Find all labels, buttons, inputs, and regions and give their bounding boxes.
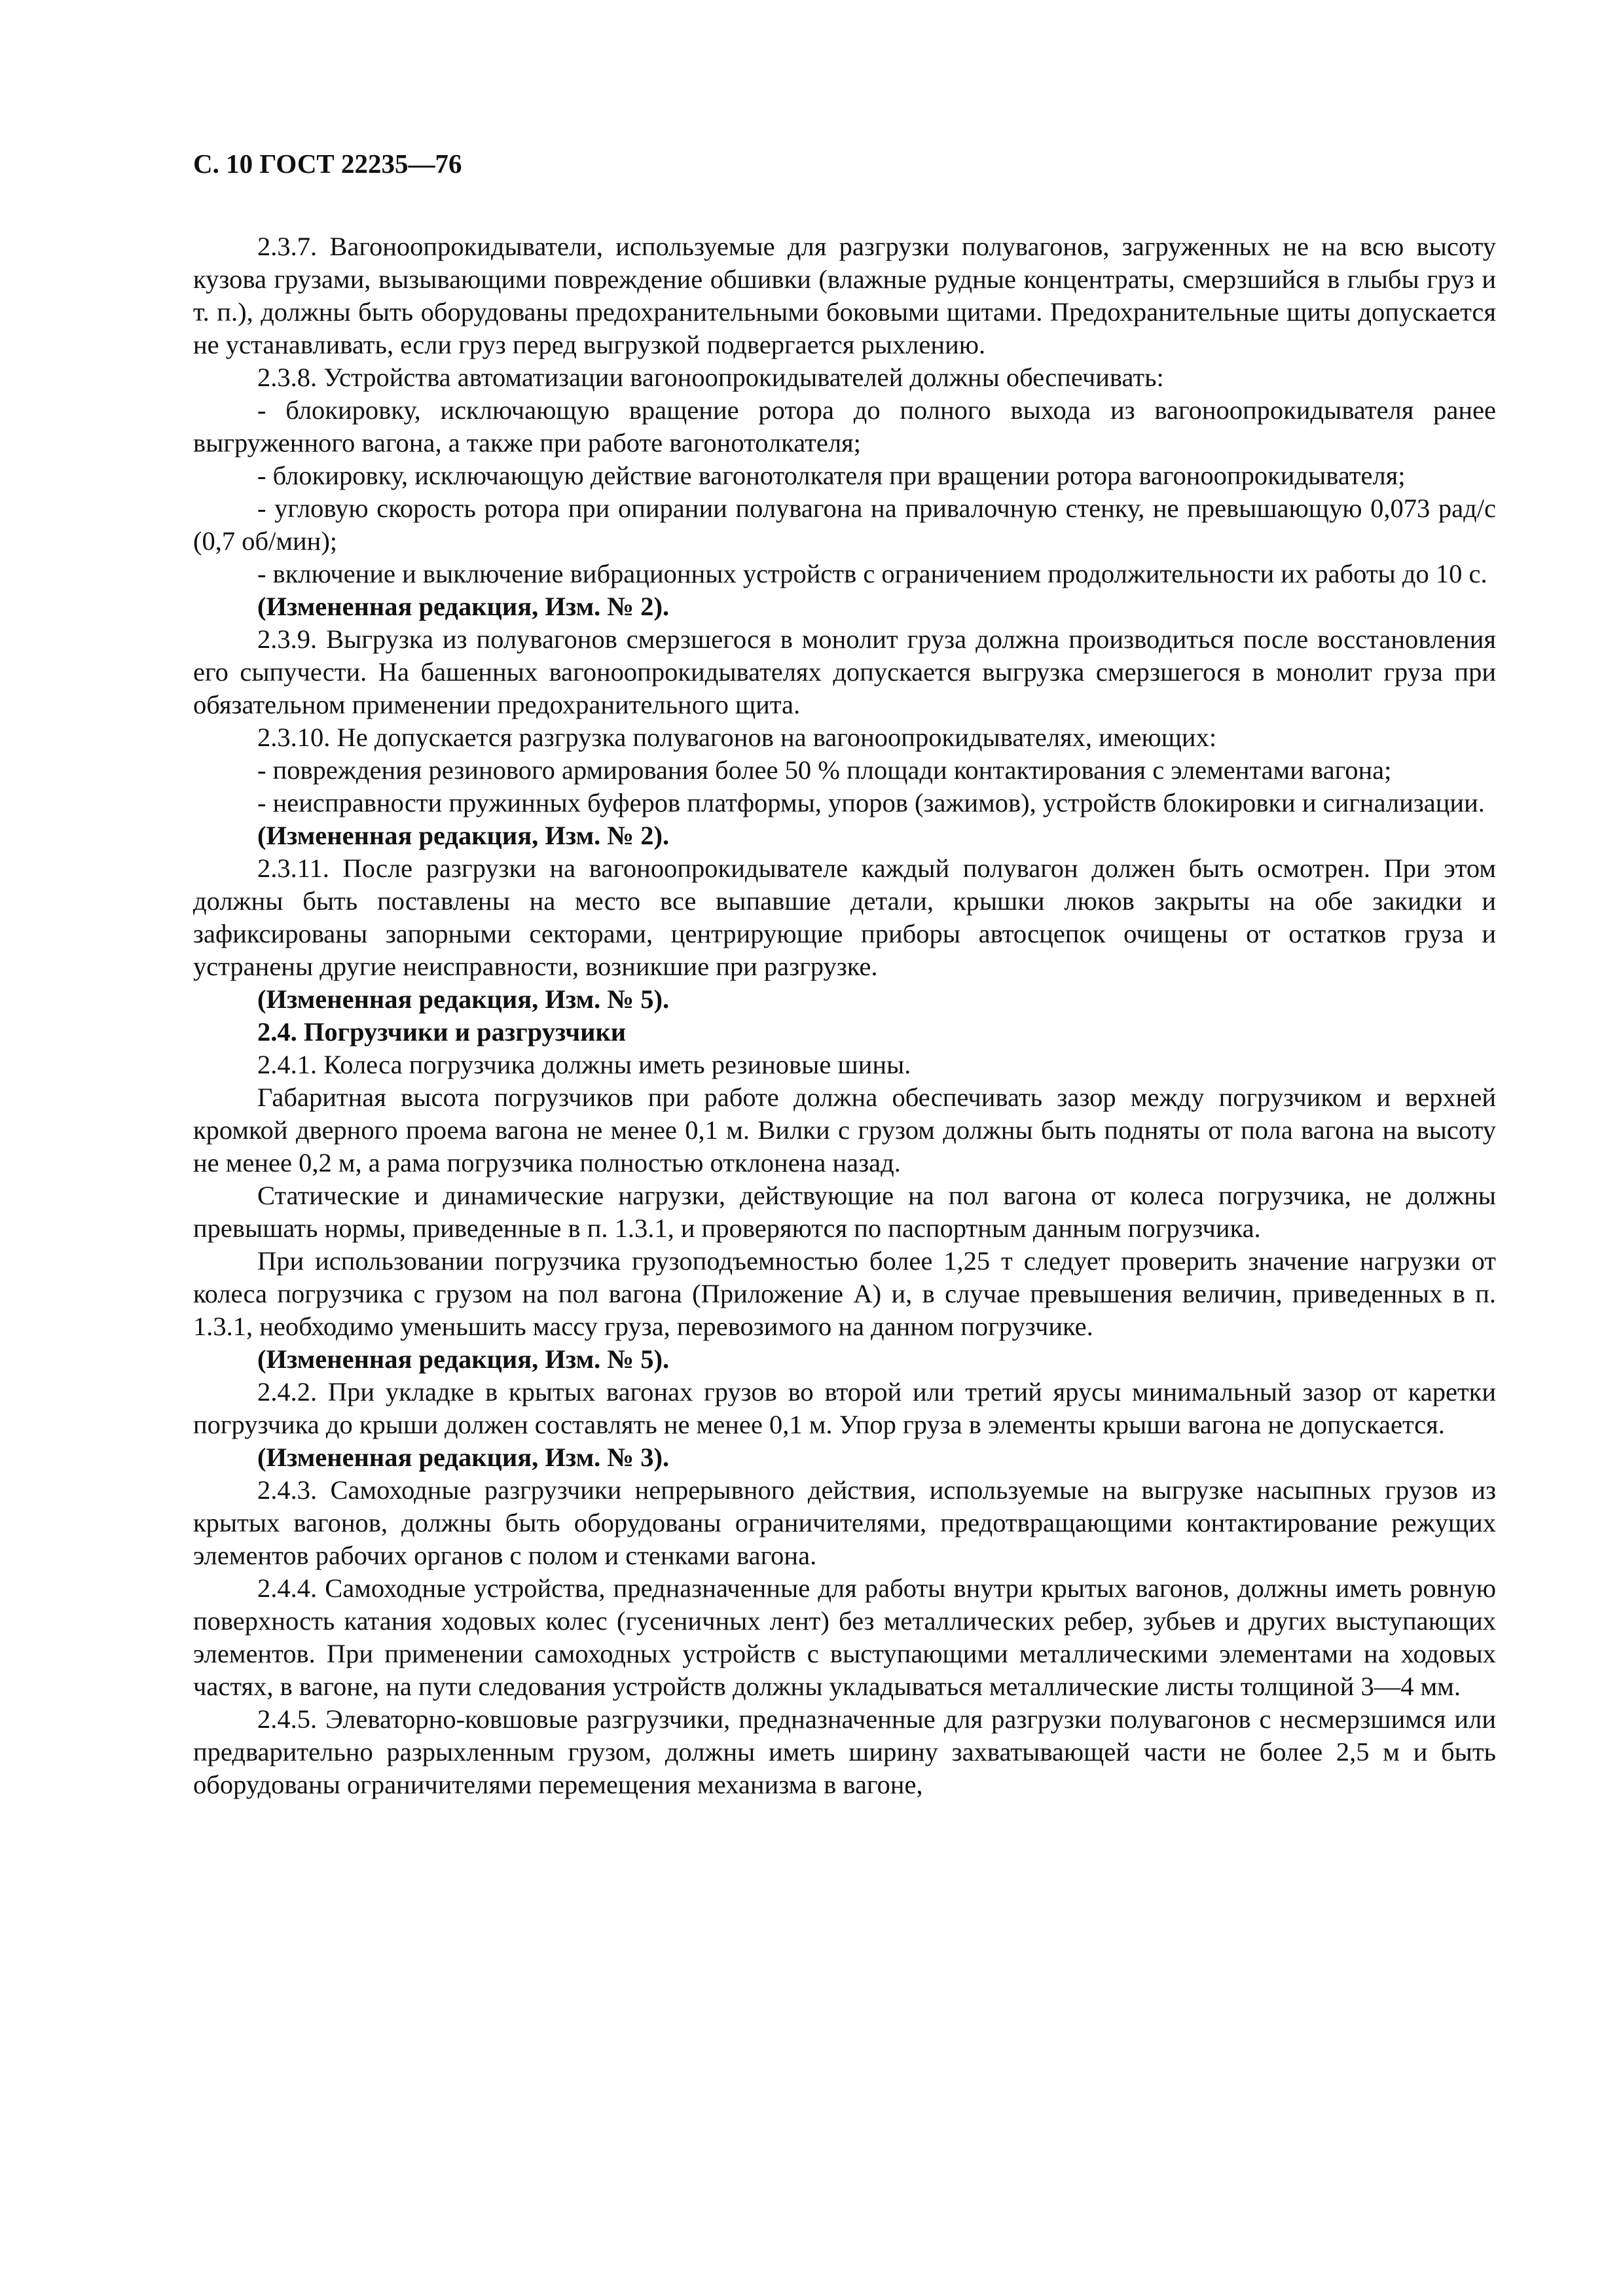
paragraph: 2.4.1. Колеса погрузчика должны иметь резиновые шины. [257,1050,911,1079]
list-item: - угловую скорость ротора при опирании полувагона на привалочную стенку, не превышающую 0,073 рад/с (0,7 об/мин); [193,493,1496,556]
list-item: - повреждения резинового армирования более 50 % площади контактирования с элементами вагона; [257,755,1392,785]
paragraph: 2.3.9. Выгрузка из полувагонов смерзшегося в монолит груза должна производиться после восстановления его сыпучести. На башенных вагоноопрокидывателях допускается выгрузка смерзшегося в монолит груза при обязательном применении предохранительного щита. [193,624,1496,719]
paragraph: 2.3.11. После разгрузки на вагоноопрокидывателе каждый полувагон должен быть осмотрен. При этом должны быть поставлены на место все выпавшие детали, крышки люков закрыты на обе закидки и зафиксированы запорными секторами, центрирующие приборы автосцепок очищены от остатков груза и устранены другие неисправности, возникшие при разгрузке. [193,853,1496,981]
paragraph: 2.4.3. Самоходные разгрузчики непрерывного действия, используемые на выгрузке насыпных грузов из крытых вагонов, должны быть оборудованы ограничителями, предотвращающими контактирование режущих элементов рабочих органов с полом и стенками вагона. [193,1475,1496,1570]
amendment-note: (Измененная редакция, Изм. № 3). [257,1443,670,1472]
paragraph: 2.3.7. Вагоноопрокидыватели, используемые для разгрузки полувагонов, загруженных не на всю высоту кузова грузами, вызывающими повреждение обшивки (влажные рудные концентраты, смерзшийся в глыбы груз и т. п.), должны быть оборудованы предохранительными боковыми щитами. Предохранительные щиты допускается не устанавливать, если груз перед выгрузкой подвергается рыхлению. [193,232,1496,359]
list-item: - включение и выключение вибрационных устройств с ограничением продолжительности их работы до 10 с. [257,559,1487,588]
paragraph: При использовании погрузчика грузоподъемностью более 1,25 т следует проверить значение нагрузки от колеса погрузчика с грузом на пол вагона (Приложение А) и, в случае превышения величин, приведенных в п. 1.3.1, необходимо уменьшить массу груза, перевозимого на данном погрузчике. [193,1246,1496,1341]
paragraph: Габаритная высота погрузчиков при работе должна обеспечивать зазор между погрузчиком и верхней кромкой дверного проема вагона не менее 0,1 м. Вилки с грузом должны быть подняты от пола вагона на высоту не менее 0,2 м, а рама погрузчика полностью отклонена назад. [193,1083,1496,1177]
body-text [193,230,1496,1801]
section-heading: 2.4. Погрузчики и разгрузчики [257,1017,627,1047]
document-page [193,144,1496,1801]
paragraph: 2.4.5. Элеваторно-ковшовые разгрузчики, предназначенные для разгрузки полувагонов с несмерзшимся или предварительно разрыхленным грузом, должны иметь ширину захватывающей части не более 2,5 м и быть оборудованы ограничителями перемещения механизма в вагоне, [193,1704,1496,1799]
list-item: - блокировку, исключающую вращение ротора до полного выхода из вагоноопрокидывателя ранее выгруженного вагона, а также при работе вагонотолкателя; [193,395,1496,457]
paragraph: 2.3.10. Не допускается разгрузка полувагонов на вагоноопрокидывателях, имеющих: [257,723,1217,752]
paragraph: 2.4.4. Самоходные устройства, предназначенные для работы внутри крытых вагонов, должны иметь ровную поверхность катания ходовых колес (гусеничных лент) без металлических ребер, зубьев и других выступающих элементов. При применении самоходных устройств с выступающими металлическими элементами на ходовых частях, в вагоне, на пути следования устройств должны укладываться металлические листы толщиной 3—4 мм. [193,1573,1496,1701]
amendment-note: (Измененная редакция, Изм. № 5). [257,1344,670,1374]
amendment-note: (Измененная редакция, Изм. № 2). [257,592,670,621]
paragraph: Статические и динамические нагрузки, действующие на пол вагона от колеса погрузчика, не должны превышать нормы, приведенные в п. 1.3.1, и проверяются по паспортным данным погрузчика. [193,1181,1496,1243]
list-item: - блокировку, исключающую действие вагонотолкателя при вращении ротора вагоноопрокидывателя; [257,461,1406,490]
list-item: - неисправности пружинных буферов платформы, упоров (зажимов), устройств блокировки и сигнализации. [257,788,1485,817]
amendment-note: (Измененная редакция, Изм. № 2). [257,821,670,850]
page-header: С. 10 ГОСТ 22235—76 [193,149,462,179]
amendment-note: (Измененная редакция, Изм. № 5). [257,984,670,1014]
paragraph: 2.4.2. При укладке в крытых вагонах грузов во второй или третий ярусы минимальный зазор от каретки погрузчика до крыши должен составлять не менее 0,1 м. Упор груза в элементы крыши вагона не допускается. [193,1377,1496,1439]
paragraph: 2.3.8. Устройства автоматизации вагоноопрокидывателей должны обеспечивать: [257,363,1164,392]
